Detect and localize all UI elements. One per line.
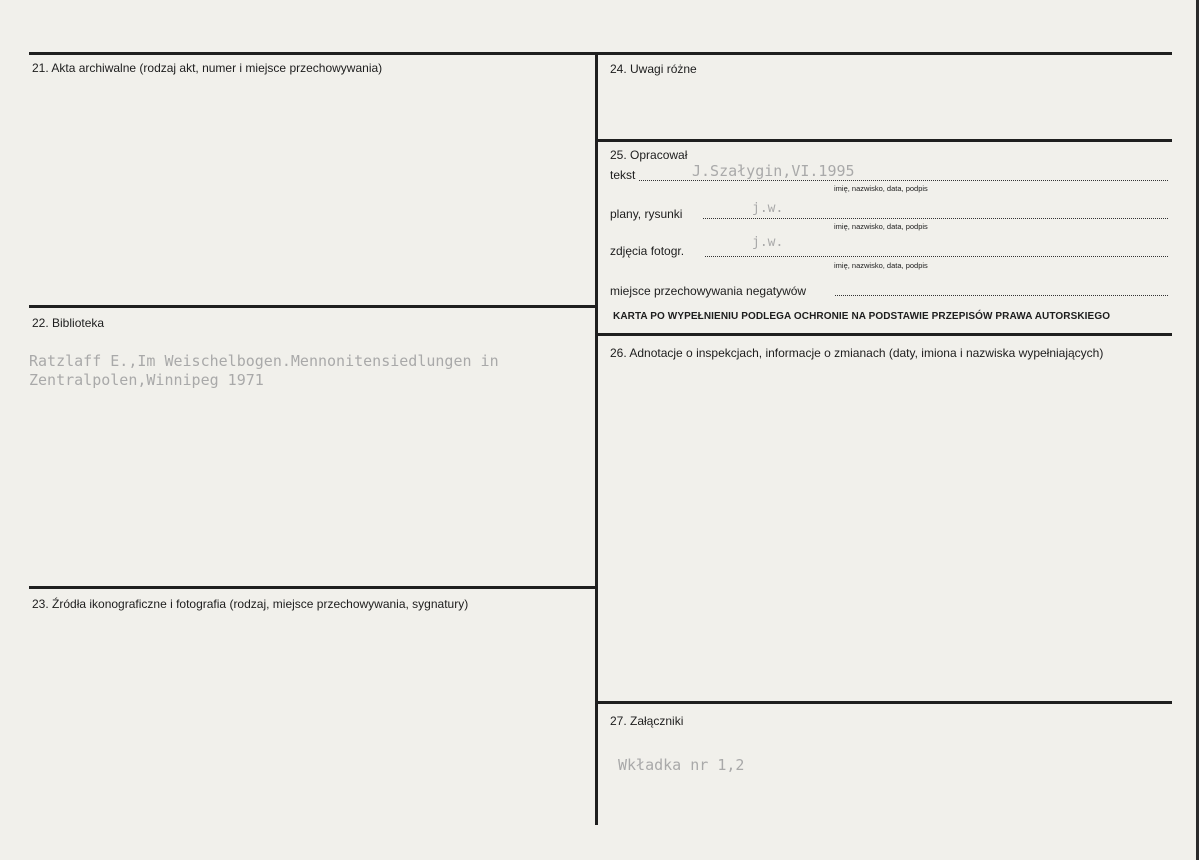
- section-27-label: 27. Załączniki: [610, 714, 684, 728]
- rule-22-23: [29, 586, 596, 589]
- rule-25-26: [598, 333, 1172, 336]
- tekst-value: J.Szałygin,VI.1995: [692, 162, 855, 180]
- section-22-label: 22. Biblioteka: [32, 316, 105, 330]
- negatywy-label: miejsce przechowywania negatywów: [610, 284, 807, 298]
- rule-24-25: [598, 139, 1172, 142]
- plany-label: plany, rysunki: [610, 207, 683, 221]
- center-divider: [595, 52, 598, 825]
- library-entry-line-2: Zentralpolen,Winnipeg 1971: [29, 371, 264, 389]
- tekst-label: tekst: [610, 168, 636, 182]
- section-23-label: 23. Źródła ikonograficzne i fotografia (rodzaj, miejsce przechowywania, sygnatury): [32, 597, 469, 611]
- copyright-notice: KARTA PO WYPEŁNIENIU PODLEGA OCHRONIE NA PODSTAWIE PRZEPISÓW PRAWA AUTORSKIEGO: [613, 311, 1111, 322]
- plany-value: j.w.: [752, 201, 784, 216]
- section-25-label: 25. Opracował: [610, 148, 688, 162]
- section-24-label: 24. Uwagi różne: [610, 62, 697, 76]
- plany-line: [703, 218, 1168, 219]
- zdjecia-line: [705, 256, 1168, 257]
- library-entry-line-1: Ratzlaff E.,Im Weischelbogen.Mennonitensiedlungen in: [29, 352, 499, 370]
- zdjecia-label: zdjęcia fotogr.: [610, 244, 685, 258]
- tekst-line: [639, 180, 1168, 181]
- plany-hint: imię, nazwisko, data, podpis: [834, 222, 928, 231]
- rule-21-22: [29, 305, 596, 308]
- zdjecia-value: j.w.: [752, 235, 784, 250]
- section-26-label: 26. Adnotacje o inspekcjach, informacje o zmianach (daty, imiona i nazwiska wypełniających): [610, 346, 1104, 360]
- zdjecia-hint: imię, nazwisko, data, podpis: [834, 261, 928, 270]
- negatywy-line: [835, 295, 1168, 296]
- top-rule: [29, 52, 1172, 55]
- tekst-hint: imię, nazwisko, data, podpis: [834, 184, 928, 193]
- attachments-entry: Wkładka nr 1,2: [618, 756, 745, 774]
- section-21-label: 21. Akta archiwalne (rodzaj akt, numer i miejsce przechowywania): [32, 61, 383, 75]
- rule-26-27: [598, 701, 1172, 704]
